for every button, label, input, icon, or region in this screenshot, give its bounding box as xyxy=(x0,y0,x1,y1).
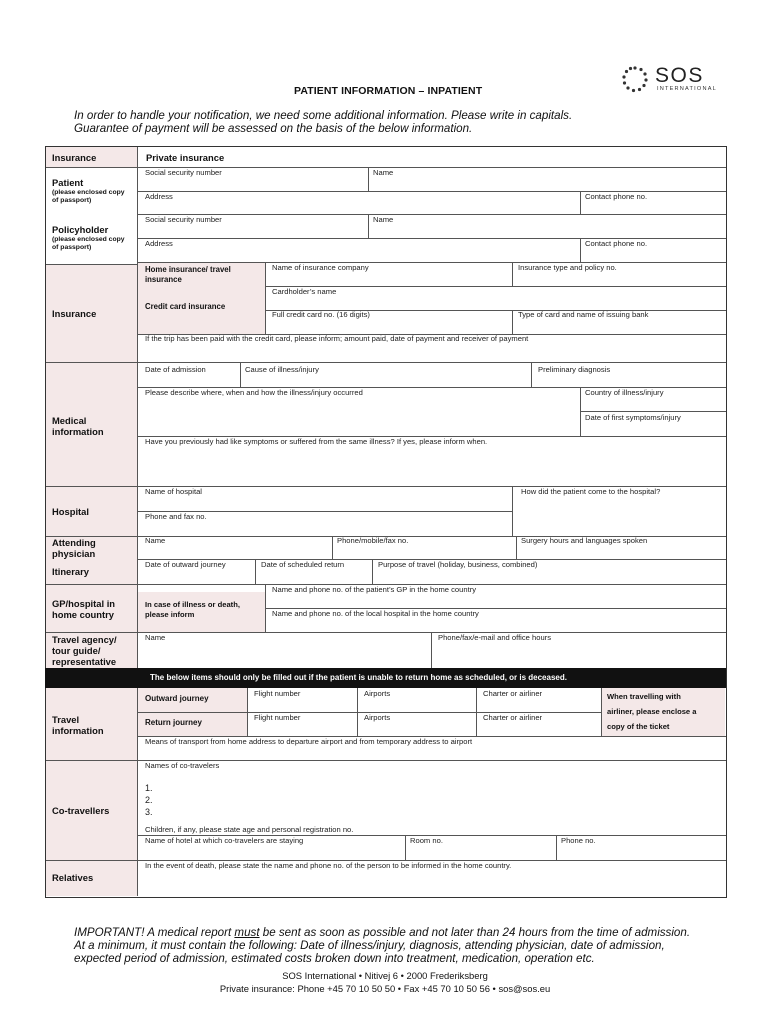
field-patient-contact-phone[interactable]: Contact phone no. xyxy=(585,192,648,201)
field-outward-flight[interactable]: Flight number xyxy=(254,689,301,698)
field-preliminary-diagnosis[interactable]: Preliminary diagnosis xyxy=(538,365,611,374)
label-hospital: Hospital xyxy=(52,506,89,517)
field-scheduled-return[interactable]: Date of scheduled return xyxy=(261,560,345,569)
field-patient-name[interactable]: Name xyxy=(373,168,394,177)
label-travel-agency: Travel agency/ tour guide/ representative xyxy=(52,634,117,667)
field-previously[interactable]: Have you previously had like symptoms or suffered from the same illness? If yes, please inform when. xyxy=(145,437,488,446)
field-hospital-phone-fax[interactable]: Phone and fax no. xyxy=(145,512,207,521)
field-physician-phone[interactable]: Phone/mobile/fax no. xyxy=(337,536,409,545)
field-date-admission[interactable]: Date of admission xyxy=(145,365,206,374)
field-country-illness[interactable]: Country of illness/injury xyxy=(585,388,664,397)
field-describe[interactable]: Please describe where, when and how the illness/injury occurred xyxy=(145,388,363,397)
label-co-travellers: Co-travellers xyxy=(52,805,110,816)
label-patient: Patient xyxy=(52,177,84,188)
field-agency-phone[interactable]: Phone/fax/e-mail and office hours xyxy=(438,633,551,642)
field-outward-date[interactable]: Date of outward journey xyxy=(145,560,226,569)
field-gp-name[interactable]: Name and phone no. of the patient’s GP in the home country xyxy=(272,585,477,594)
label-home-insurance: Home insurance/ travel insurance xyxy=(145,265,231,284)
field-return-airports[interactable]: Airports xyxy=(364,713,391,722)
field-physician-name[interactable]: Name xyxy=(145,536,166,545)
label-return-journey: Return journey xyxy=(145,718,202,727)
footer-address: SOS International • Nitivej 6 • 2000 Frederiksberg xyxy=(282,970,488,981)
field-room[interactable]: Room no. xyxy=(410,836,443,845)
note-ticket-copy: When travelling with airliner, please enclose a copy of the ticket xyxy=(607,692,697,731)
field-policyholder-name[interactable]: Name xyxy=(373,215,394,224)
label-itinerary: Itinerary xyxy=(52,566,89,577)
field-event-death[interactable]: In the event of death, please state the name and phone no. of the person to be informed in the home country. xyxy=(145,861,512,870)
important-note: IMPORTANT! A medical report must be sent as soon as possible and not later than 24 hours from the time of admission. At a minimum, it must contain the following: Date of illness/injury, diagnosis, attending physician, date of admission, expected period of admission, estimated costs broken down into treatment, medication, operation etc. xyxy=(74,926,691,965)
label-in-case: In case of illness or death, please inform xyxy=(145,600,240,619)
field-first-symptoms[interactable]: Date of first symptoms/injury xyxy=(585,413,681,422)
field-return-flight[interactable]: Flight number xyxy=(254,713,301,722)
field-cause[interactable]: Cause of illness/injury xyxy=(245,365,319,374)
field-policyholder-contact-phone[interactable]: Contact phone no. xyxy=(585,239,648,248)
field-purpose[interactable]: Purpose of travel (holiday, business, combined) xyxy=(378,560,538,569)
field-policyholder-address[interactable]: Address xyxy=(145,239,173,248)
sos-logo-icon xyxy=(620,64,652,94)
label-gp-hospital: GP/hospital in home country xyxy=(52,598,116,620)
page-title: PATIENT INFORMATION – INPATIENT xyxy=(294,85,483,97)
field-insurance-company[interactable]: Name of insurance company xyxy=(272,263,369,272)
field-patient-ssn[interactable]: Social security number xyxy=(145,168,222,177)
label-insurance-top: Insurance xyxy=(52,152,97,163)
field-hospital-name[interactable]: Name of hospital xyxy=(145,487,202,496)
logo-subtext: INTERNATIONAL xyxy=(657,86,717,92)
field-outward-charter[interactable]: Charter or airliner xyxy=(483,689,543,698)
field-return-charter[interactable]: Charter or airliner xyxy=(483,713,543,722)
field-insurance-type[interactable]: Insurance type and policy no. xyxy=(518,263,617,272)
label-private-insurance: Private insurance xyxy=(146,152,225,163)
label-insurance: Insurance xyxy=(52,308,97,319)
field-how-came[interactable]: How did the patient come to the hospital? xyxy=(521,487,661,496)
label-medical-information: Medical information xyxy=(52,415,104,437)
field-patient-address[interactable]: Address xyxy=(145,192,173,201)
label-travel-information: Travel information xyxy=(52,714,104,736)
label-relatives: Relatives xyxy=(52,872,94,883)
field-agency-name[interactable]: Name xyxy=(145,633,166,642)
label-attending-physician: Attending physician xyxy=(52,537,96,559)
field-hotel[interactable]: Name of hotel at which co-travelers are staying xyxy=(145,836,304,845)
field-local-hospital[interactable]: Name and phone no. of the local hospital in the home country xyxy=(272,609,479,618)
field-names-co-travelers[interactable]: Names of co-travelers xyxy=(145,761,220,770)
field-cardholder[interactable]: Cardholder’s name xyxy=(272,287,337,296)
label-policyholder: Policyholder xyxy=(52,224,109,235)
field-trip-paid[interactable]: If the trip has been paid with the credit card, please inform; amount paid, date of payment and receiver of payment xyxy=(145,334,529,343)
field-policyholder-ssn[interactable]: Social security number xyxy=(145,215,222,224)
field-card-type[interactable]: Type of card and name of issuing bank xyxy=(518,310,649,319)
field-card-number[interactable]: Full credit card no. (16 digits) xyxy=(272,310,370,319)
deceased-banner: The below items should only be filled out if the patient is unable to return home as scheduled, or is deceased. xyxy=(45,668,726,688)
field-means-transport[interactable]: Means of transport from home address to departure airport and from temporary address to airport xyxy=(145,737,473,746)
field-phone[interactable]: Phone no. xyxy=(561,836,596,845)
label-outward-journey: Outward journey xyxy=(145,694,209,703)
field-surgery-hours[interactable]: Surgery hours and languages spoken xyxy=(521,536,648,545)
co-travelers-list: 1. 2. 3. xyxy=(145,783,153,817)
label-credit-card-insurance: Credit card insurance xyxy=(145,302,226,311)
intro-text: In order to handle your notification, we need some additional information. Please write in capitals. Guarantee of payment will be assessed on the basis of the below information. xyxy=(74,109,573,135)
logo-text: SOS xyxy=(655,64,704,87)
label-policyholder-note: (please enclosed copy of passport) xyxy=(52,236,125,251)
footer-contact: Private insurance: Phone +45 70 10 50 50 • Fax +45 70 10 50 56 • sos@sos.eu xyxy=(219,983,551,994)
field-outward-airports[interactable]: Airports xyxy=(364,689,391,698)
field-children[interactable]: Children, if any, please state age and personal registration no. xyxy=(145,825,354,834)
label-patient-note: (please enclosed copy of passport) xyxy=(52,189,125,204)
